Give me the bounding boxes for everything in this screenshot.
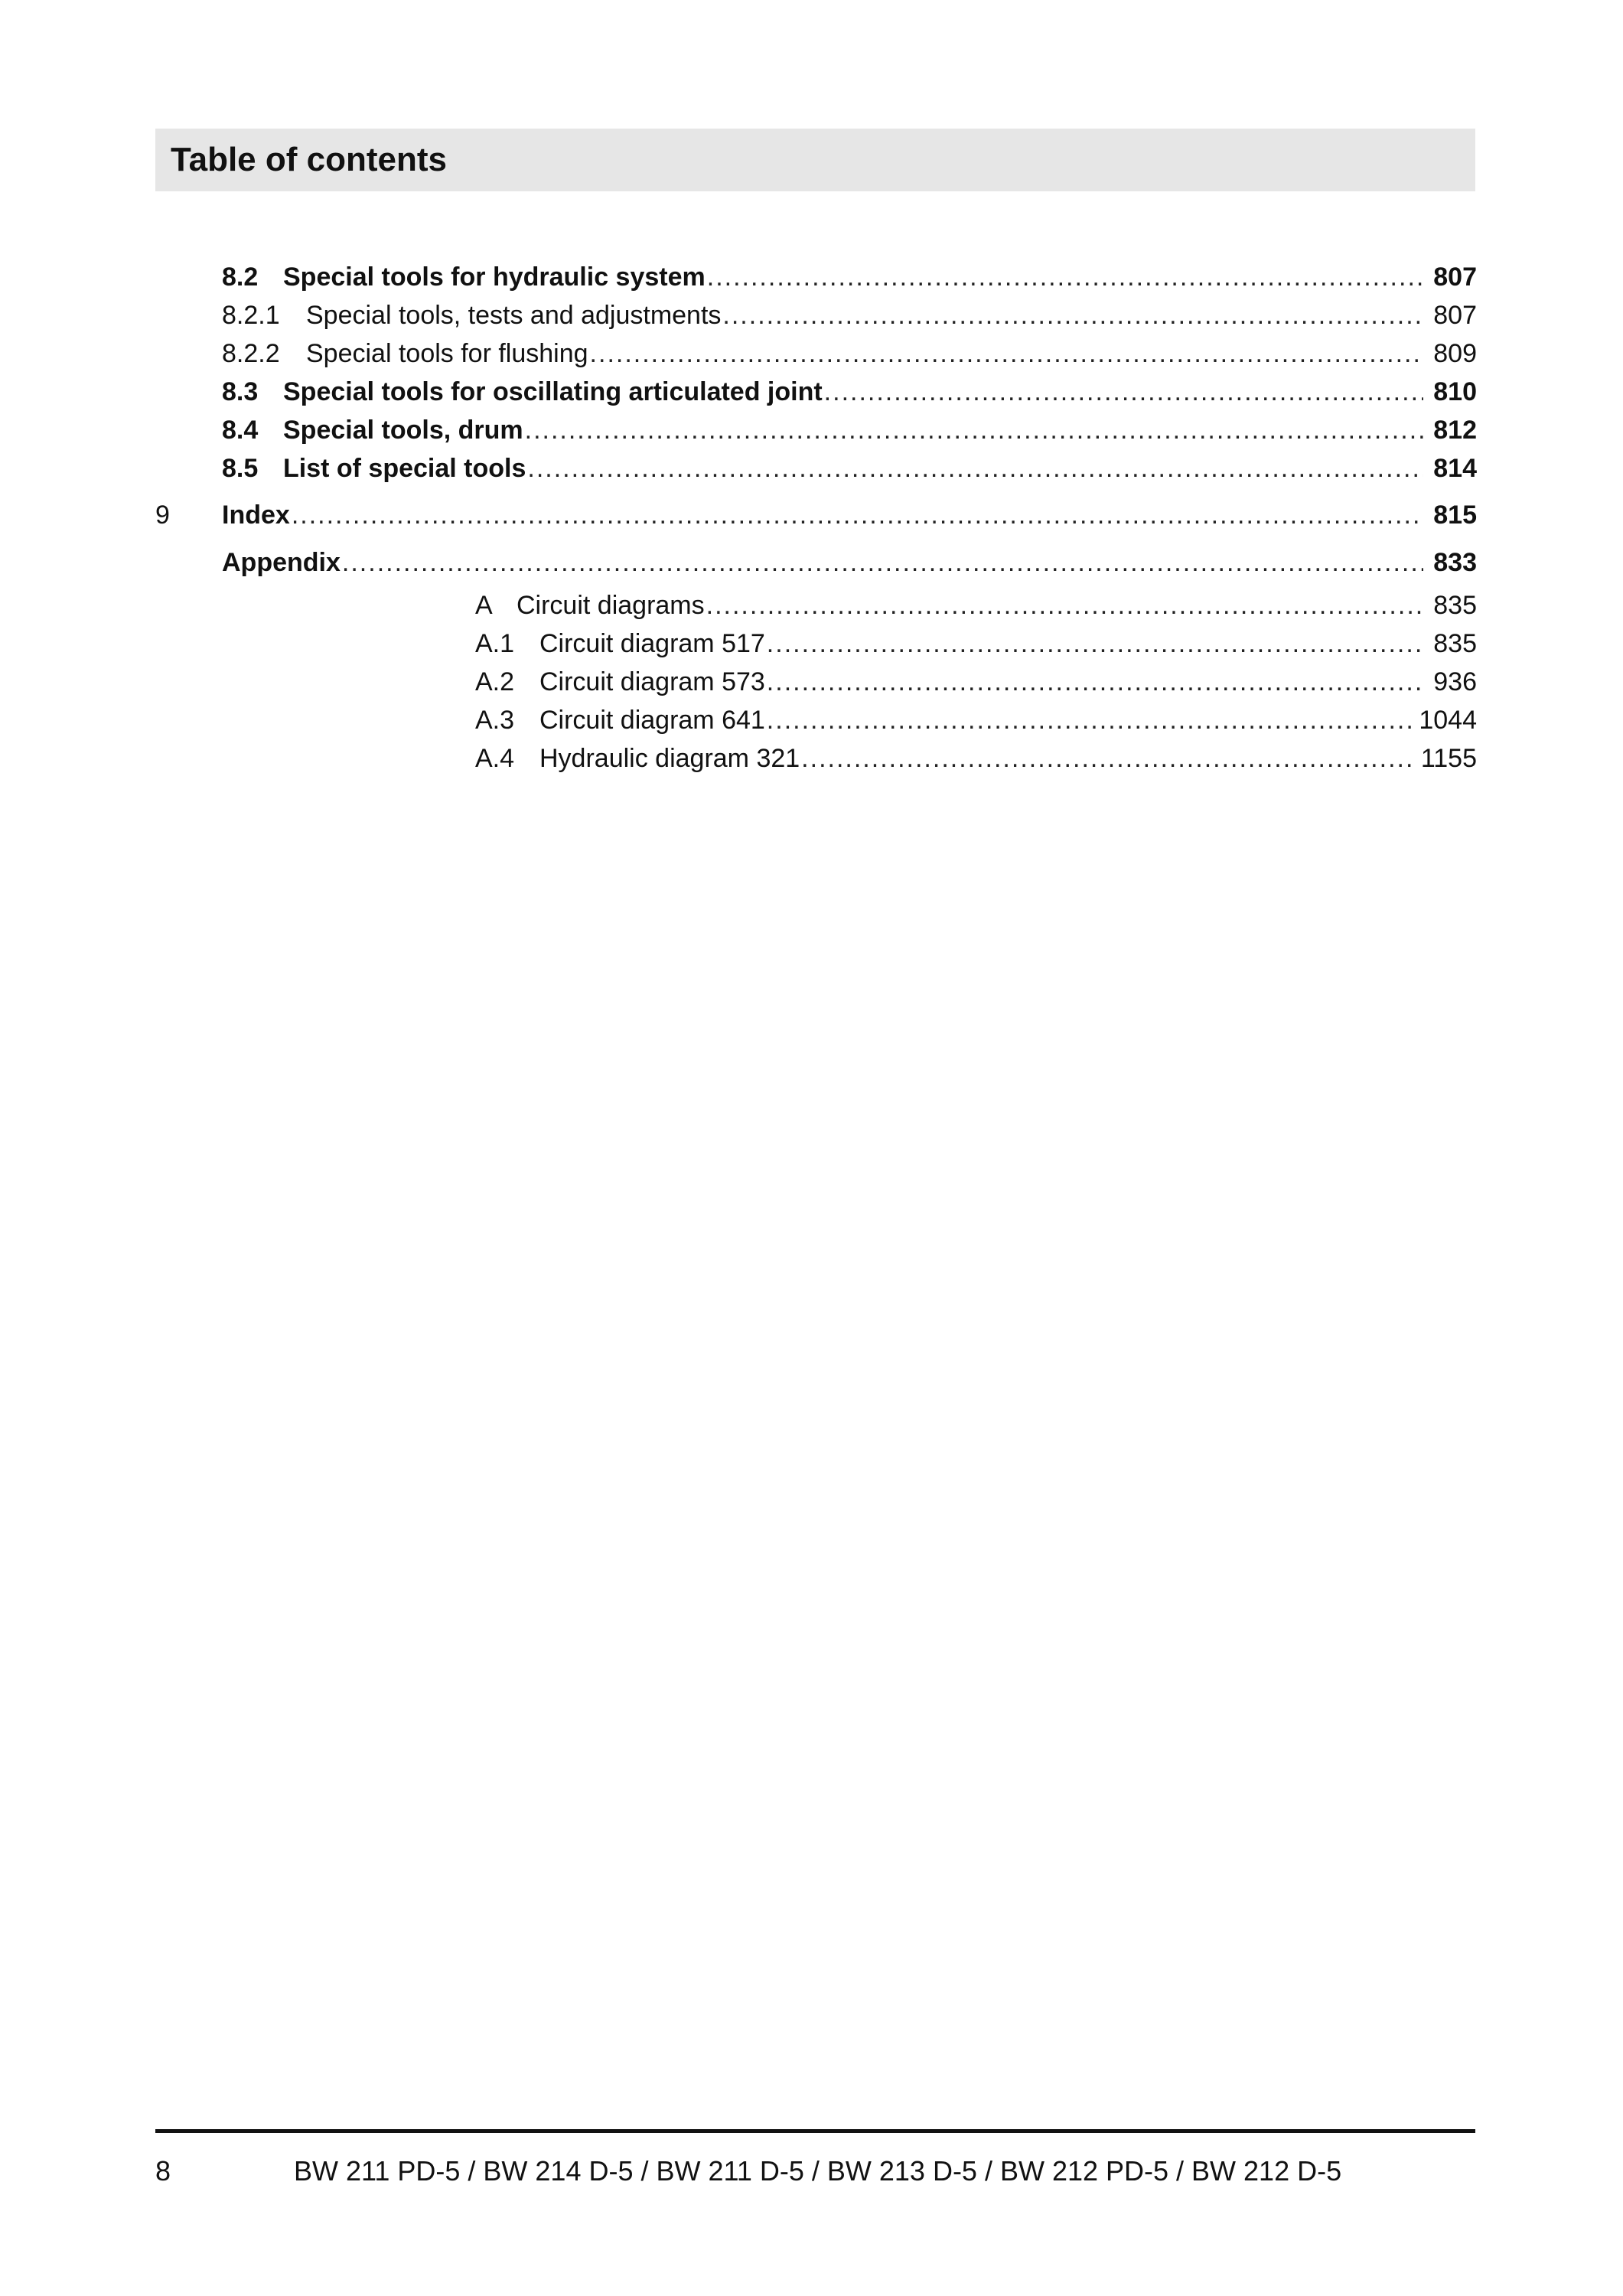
toc-entry[interactable] — [222, 373, 1477, 411]
toc-entry[interactable] — [475, 586, 1477, 625]
toc-entry-page: 835 — [1433, 591, 1477, 620]
toc-entry-title: Special tools, drum — [283, 416, 523, 445]
toc-entry-page: 810 — [1433, 377, 1477, 406]
toc-entry-title: Special tools, tests and adjustments — [306, 301, 722, 330]
toc-entry-title: Index — [222, 501, 290, 530]
toc-entry-leader — [342, 543, 1423, 582]
toc-entry-page: 814 — [1433, 454, 1477, 483]
toc-entry[interactable] — [475, 625, 1477, 663]
toc-entry-page: 1044 — [1419, 706, 1477, 735]
toc-entry[interactable] — [222, 411, 1477, 449]
toc-entry-leader — [767, 701, 1412, 739]
toc-entry-page: 807 — [1433, 301, 1477, 330]
toc-entry-page: 1155 — [1420, 744, 1477, 773]
page-title: Table of contents — [171, 141, 447, 178]
toc-entry-page: 807 — [1433, 263, 1477, 292]
toc-entry-leader — [767, 625, 1423, 663]
toc-entry-title: Circuit diagrams — [517, 591, 705, 620]
toc-entry-number: 8.2 — [222, 263, 259, 292]
toc-entry-title: Special tools for oscillating articulated joint — [283, 377, 823, 406]
toc-entry-number: 8.2.1 — [222, 301, 280, 330]
toc-entry-page: 835 — [1433, 629, 1477, 658]
toc-entry-number: A.1 — [475, 629, 515, 658]
toc-entry-title: Appendix — [222, 548, 341, 577]
toc-entry[interactable] — [155, 496, 1477, 534]
toc-entry-page: 833 — [1433, 548, 1477, 577]
toc-entry-number: 9 — [155, 501, 170, 530]
header-band — [155, 129, 1475, 191]
toc-entry-leader — [801, 739, 1413, 778]
toc-entry-leader — [707, 258, 1423, 296]
toc-entry-leader — [527, 449, 1423, 488]
toc-entry-title: Circuit diagram 517 — [539, 629, 765, 658]
toc-entry-number: A.3 — [475, 706, 515, 735]
toc-entry-title: Circuit diagram 573 — [539, 667, 765, 696]
toc-entry-leader — [292, 496, 1423, 534]
toc-entry-leader — [706, 586, 1423, 625]
toc-entry-leader — [525, 411, 1423, 449]
toc-entry-page: 809 — [1433, 339, 1477, 368]
toc-entry-number: 8.4 — [222, 416, 259, 445]
toc-entry-page: 812 — [1433, 416, 1477, 445]
toc-entry-number: A — [475, 591, 493, 620]
footer-divider — [155, 2129, 1475, 2133]
toc-entry-title: Special tools for hydraulic system — [283, 263, 706, 292]
footer-model-list: BW 211 PD-5 / BW 214 D-5 / BW 211 D-5 / BW 213 D-5 / BW 212 PD-5 / BW 212 D-5 — [294, 2155, 1342, 2187]
toc-entry[interactable] — [222, 543, 1477, 582]
toc-entry-leader — [767, 663, 1423, 701]
toc-entry-title: Special tools for flushing — [306, 339, 588, 368]
toc-entry[interactable] — [475, 663, 1477, 701]
toc-entry-number: 8.2.2 — [222, 339, 280, 368]
toc-entry[interactable] — [222, 296, 1477, 334]
toc-entry-title: Hydraulic diagram 321 — [539, 744, 800, 773]
toc-entry[interactable] — [475, 701, 1477, 739]
toc-entry-leader — [824, 373, 1423, 411]
toc-entry-page: 936 — [1433, 667, 1477, 696]
toc-entry-number: 8.3 — [222, 377, 259, 406]
toc-entry-title: Circuit diagram 641 — [539, 706, 765, 735]
toc-entry-leader — [722, 296, 1423, 334]
toc-entry-title: List of special tools — [283, 454, 526, 483]
toc-entry[interactable] — [475, 739, 1477, 778]
toc-entry-number: 8.5 — [222, 454, 259, 483]
footer-page-number: 8 — [155, 2155, 171, 2187]
toc-entry-page: 815 — [1433, 501, 1477, 530]
toc-entry-leader — [590, 334, 1423, 373]
toc-entry[interactable] — [222, 449, 1477, 488]
toc-entry[interactable] — [222, 334, 1477, 373]
toc-entry[interactable] — [222, 258, 1477, 296]
toc-entry-number: A.4 — [475, 744, 515, 773]
toc-entry-number: A.2 — [475, 667, 515, 696]
